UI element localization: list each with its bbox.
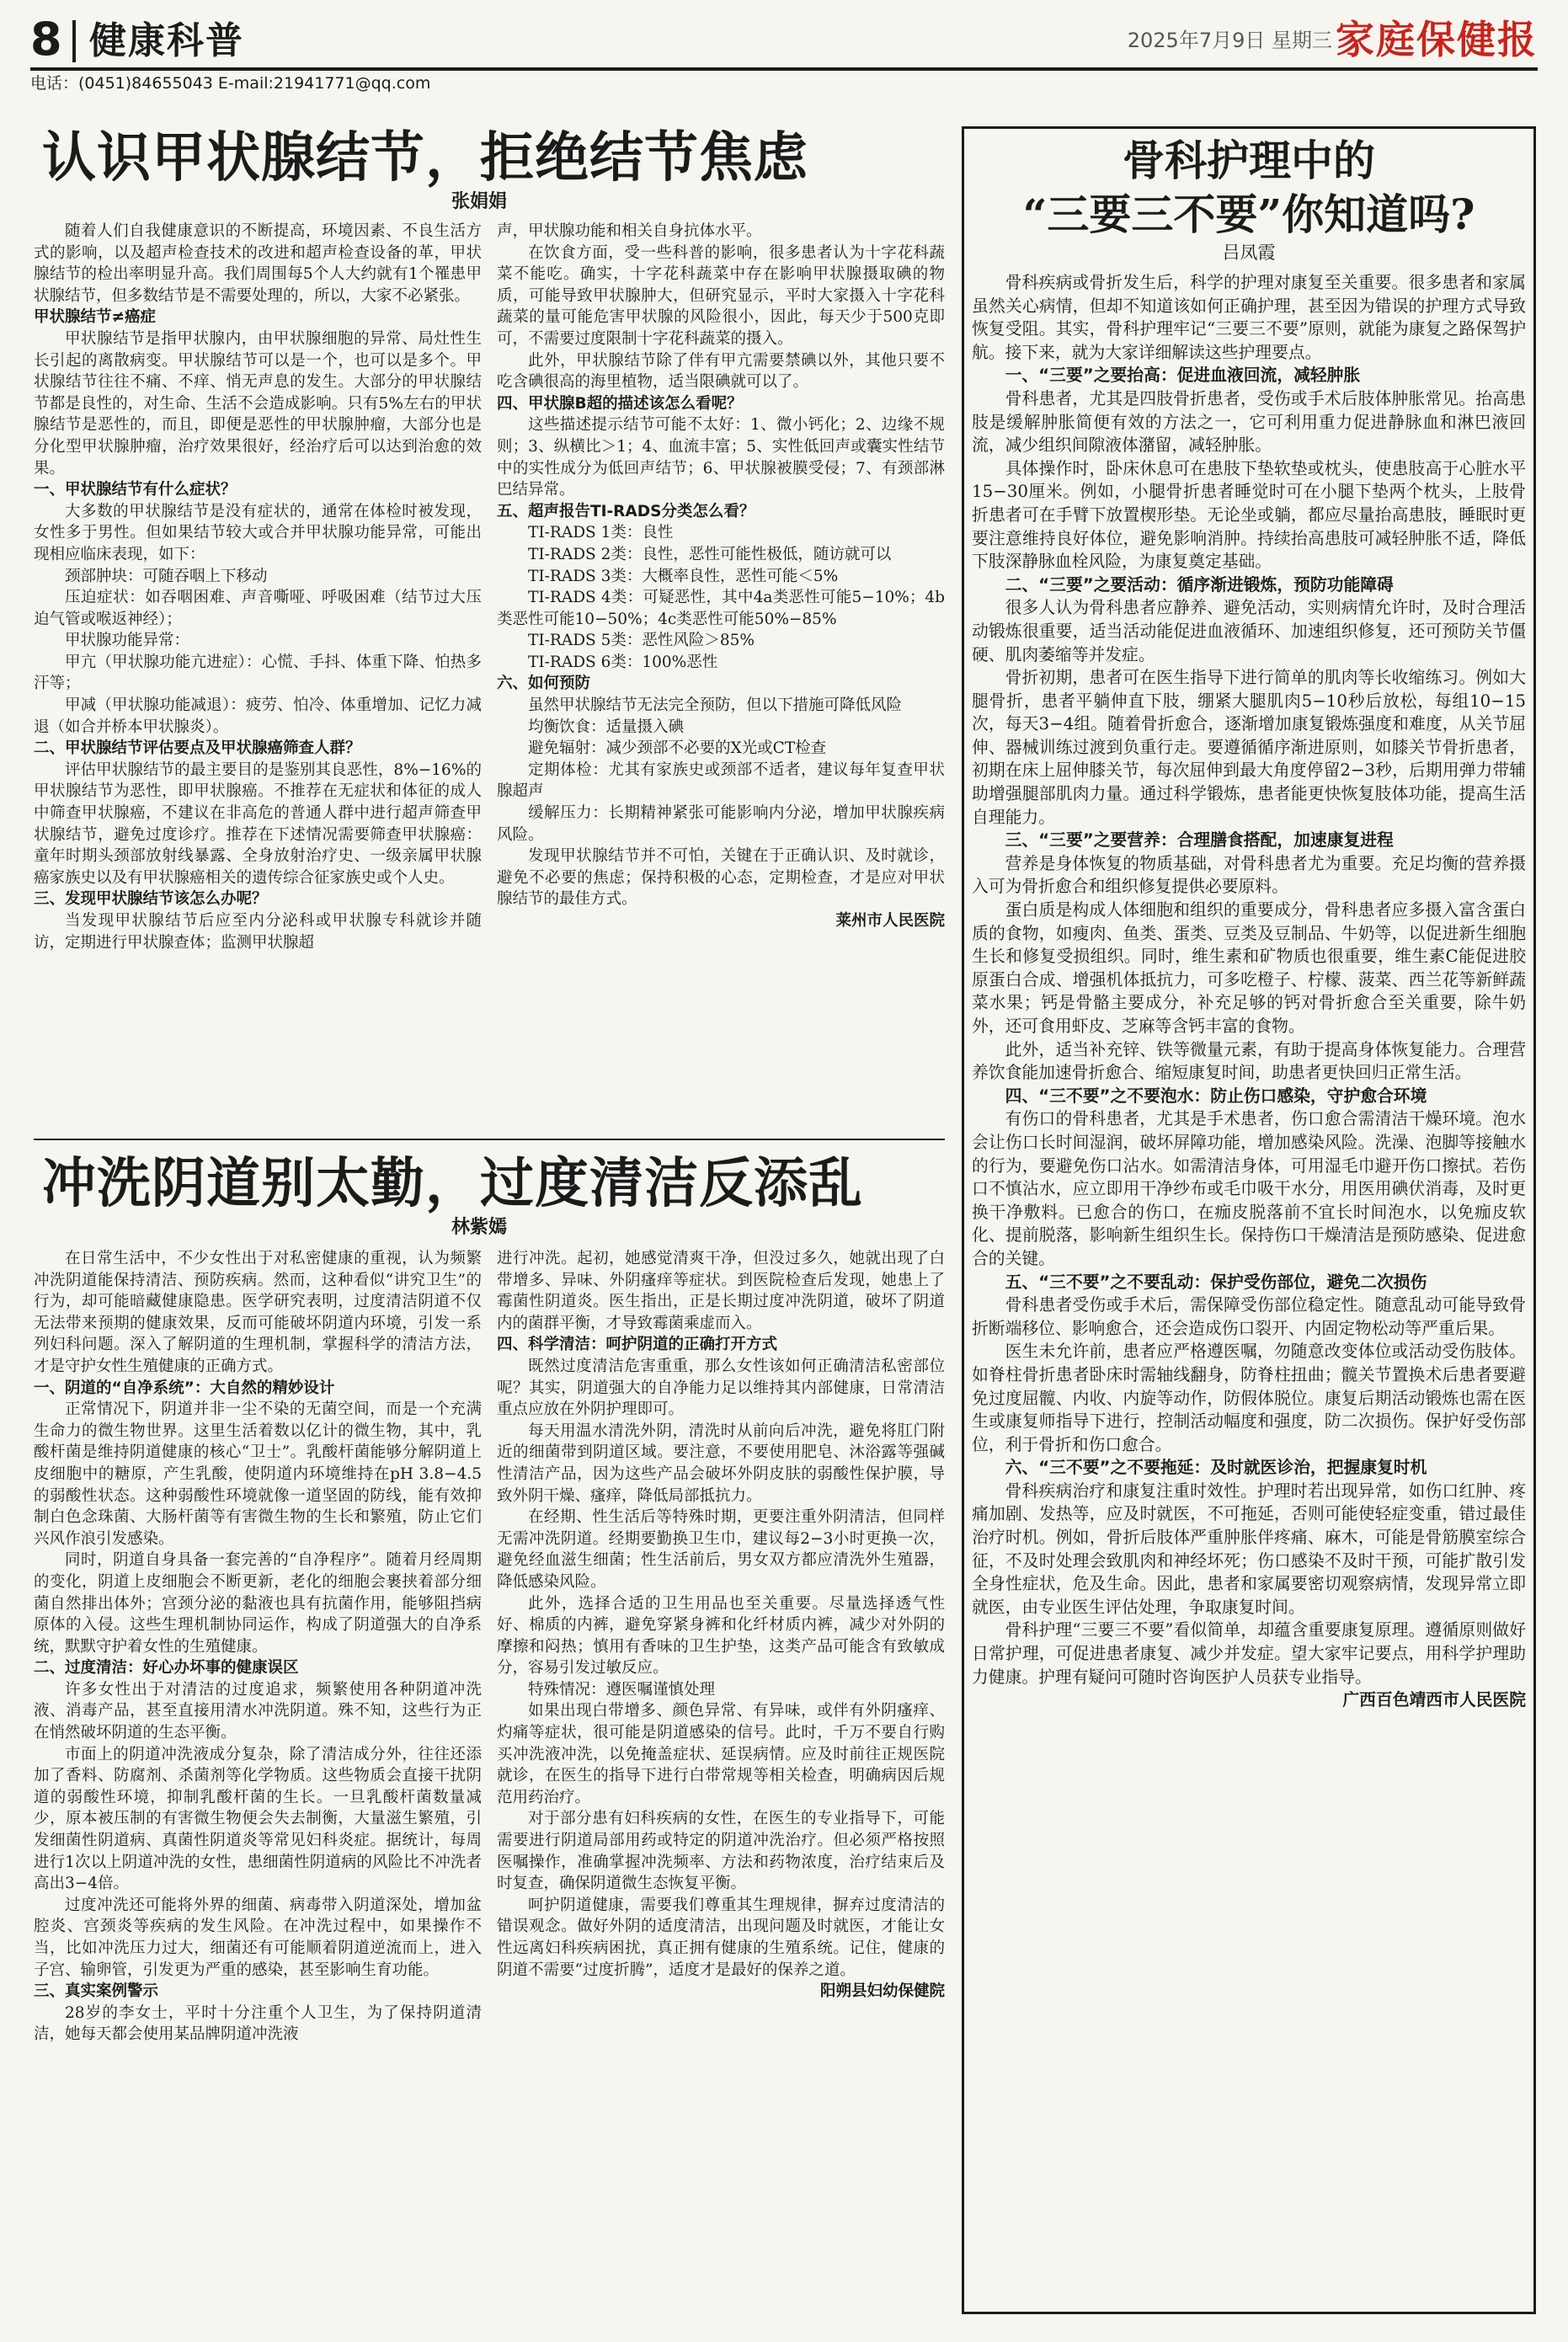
paragraph: 同时，阴道自身具备一套完善的“自净程序”。随着月经周期的变化，阴道上皮细胞会不断更新，老化的细胞会裹挟着部分细菌自然排出体外；宫颈分泌的黏液也具有抗菌作用，能够阻挡病原体的入侵。这些生理机制协同运作，构成了阴道强大的自净系统，默默守护着女性的生殖健康。 (34, 1551, 482, 1656)
subheading: 六、“三不要”之不要拖延：及时就医诊治，把握康复时机 (1005, 1458, 1427, 1478)
paragraph: 在日常生活中，不少女性出于对私密健康的重视，认为频繁冲洗阴道能保持清洁、预防疾病。然而，这种看似“讲究卫生”的行为，却可能暗藏健康隐患。医学研究表明，过度清洁阴道不仅无法带来预期的健康效果，反而可能破坏阴道内环境，引发一系列妇科问题。深入了解阴道的生理机制，掌握科学的清洁方法，才是守护女性生殖健康的正确方式。 (34, 1250, 482, 1375)
subheading: 五、超声报告TI-RADS分类怎么看？ (497, 502, 755, 520)
subheading: 二、“三要”之要活动：循序渐进锻炼，预防功能障碍 (1005, 574, 1394, 595)
article-divider (34, 1139, 945, 1140)
issue-date: 2025年7月9日 星期三 (1127, 29, 1332, 52)
source-credit: 阳朔县妇幼保健院 (819, 1982, 945, 2001)
subheading: 甲状腺结节≠癌症 (34, 308, 157, 327)
paragraph: 过度冲洗还可能将外界的细菌、病毒带入阴道深处，增加盆腔炎、宫颈炎等疾病的发生风险。在冲洗过程中，如果操作不当，比如冲洗压力过大，细菌还有可能顺着阴道逆流而上，进入子宫、输卵管，引发更为严重的感染，甚至影响生育功能。 (34, 1896, 482, 1979)
paragraph: 声，甲状腺功能和相关自身抗体水平。 (497, 222, 762, 240)
source-credit: 莱州市人民医院 (835, 912, 945, 930)
paragraph: 有伤口的骨科患者，尤其是手术患者，伤口愈合需清洁干燥环境。泡水会让伤口长时间湿润，破坏屏障功能，增加感染风险。洗澡、泡脚等接触水的行为，要避免伤口沾水。如需清洁身体，可用湿毛巾避开伤口擦拭。若伤口不慎沾水，应立即用干净纱布或毛巾吸干水分，用医用碘伏消毒，及时更换干净敷料。已愈合的伤口，在痂皮脱落前不宜长时间泡水，以免痂皮软化、提前脱落，影响新生组织生长。保持伤口干燥清洁是预防感染、促进愈合的关键。 (972, 1109, 1526, 1268)
paragraph: 许多女性出于对清洁的过度追求，频繁使用各种阴道冲洗液、消毒产品，甚至直接用清水冲洗阴道。殊不知，这些行为正在悄然破坏阴道的生态平衡。 (34, 1680, 482, 1742)
paragraph: 进行冲洗。起初，她感觉清爽干净，但没过多久，她就出现了白带增多、异味、外阴瘙痒等症状。到医院检查后发现，她患上了霉菌性阴道炎。医生指出，正是长期过度冲洗阴道，破坏了阴道内的菌群平衡，才导致霉菌乘虚而入。 (497, 1250, 945, 1332)
paragraph: 此外，选择合适的卫生用品也至关重要。尽量选择透气性好、棉质的内裤，避免穿紧身裤和化纤材质内裤，减少对外阴的摩擦和闷热；慎用有香味的卫生护垫，这类产品可能含有致敏成分，容易引发过敏反应。 (497, 1594, 945, 1678)
paragraph: TI-RADS 6类：100%恶性 (528, 653, 718, 671)
masthead: 家庭保健报 (1336, 17, 1538, 62)
paragraph: 甲状腺功能异常： (65, 632, 190, 650)
paragraph: 大多数的甲状腺结节是没有症状的，通常在体检时被发现，女性多于男性。但如果结节较大或合并甲状腺功能异常，可能出现相应临床表现，如下： (34, 502, 482, 563)
subheading: 三、发现甲状腺结节该怎么办呢？ (34, 890, 268, 909)
paragraph: 具体操作时，卧床休息可在患肢下垫软垫或枕头，使患肢高于心脏水平15−30厘米。例如，小腿骨折患者睡觉时可在小腿下垫两个枕头，上肢骨折患者可在手臂下放置楔形垫。无论坐或躺，都应尽量抬高患肢，睡眠时更要注意维持良好体位，避免影响消肿。持续抬高患肢可减轻肿胀不适，降低下肢深静脉血栓风险，为康复奠定基础。 (972, 458, 1526, 572)
contact-line: 电话：(0451)84655043 E-mail:21941771@qq.com (30, 74, 431, 93)
article1-author: 张娟娟 (451, 191, 508, 212)
paragraph: 骨科护理“三要三不要”看似简单，却蕴含重要康复原理。遵循原则做好日常护理，可促进患者康复、减少并发症。望大家牢记要点，用科学护理助力健康。护理有疑问可随时咨询医护人员获专业指导。 (972, 1620, 1526, 1687)
paragraph: 均衡饮食：适量摄入碘 (528, 718, 685, 736)
page-header (30, 13, 1538, 66)
paragraph: 骨科患者，尤其是四肢骨折患者，受伤或手术后肢体肿胀常见。抬高患肢是缓解肿胀简便有效的方法之一，它可利用重力促进静脉血和淋巴液回流，减少组织间隙液体潴留，减轻肿胀。 (972, 388, 1526, 456)
paragraph: 甲亢（甲状腺功能亢进症）：心慌、手抖、体重下降、怕热多汗等； (34, 653, 482, 693)
paragraph: TI-RADS 3类：大概率良性，恶性可能＜5% (528, 567, 839, 585)
paragraph: 避免辐射：减少颈部不必要的X光或CT检查 (528, 739, 827, 758)
paragraph: 营养是身体恢复的物质基础，对骨科患者尤为重要。充足均衡的营养摄入可为骨折愈合和组织修复提供必要原料。 (972, 853, 1526, 897)
paragraph: 医生未允许前，患者应严格遵医嘱，勿随意改变体位或活动受伤肢体。如脊柱骨折患者卧床时需轴线翻身，防脊柱扭曲；髋关节置换术后患者要避免过度屈髋、内收、内旋等动作，防假体脱位。康复后期活动锻炼也需在医生或康复师指导下进行，控制活动幅度和强度，防二次损伤。保护好受伤部位，利于骨折和伤口愈合。 (972, 1342, 1526, 1454)
paragraph: 此外，甲状腺结节除了伴有甲亢需要禁碘以外，其他只要不吃含碘很高的海里植物，适当限碘就可以了。 (497, 351, 945, 392)
paragraph: TI-RADS 1类：良性 (528, 524, 674, 542)
paragraph: 在饮食方面，受一些科普的影响，很多患者认为十字花科蔬菜不能吃。确实，十字花科蔬菜中存在影响甲状腺摄取碘的物质，可能导致甲状腺肿大，但研究显示，平时大家摄入十字花科蔬菜的量可能危害甲状腺的风险很小，因此，每天少于500克即可，不需要过度限制十字花科蔬菜的摄入。 (497, 243, 945, 348)
paragraph: 此外，适当补充锌、铁等微量元素，有助于提高身体恢复能力。合理营养饮食能加速骨折愈合、缩短康复时间，助患者更快回归正常生活。 (972, 1039, 1526, 1083)
article1-body (34, 221, 945, 1130)
paragraph: 市面上的阴道冲洗液成分复杂，除了清洁成分外，往往还添加了香料、防腐剂、杀菌剂等化学物质。这些物质会直接干扰阴道的弱酸性环境，抑制乳酸杆菌的生长。一旦乳酸杆菌数量减少，原本被压制的有害微生物便会失去制衡，大量滋生繁殖，引发细菌性阴道病、真菌性阴道炎等常见妇科炎症。据统计，每周进行1次以上阴道冲洗的女性，患细菌性阴道病的风险比不冲洗者高出3−4倍。 (34, 1745, 482, 1893)
page-number: 8 (30, 13, 62, 66)
paragraph: TI-RADS 4类：可疑恶性，其中4a类恶性可能5−10%；4b类恶性可能10−50%；4c类恶性可能50%−85% (497, 589, 945, 628)
subheading: 三、“三要”之要营养：合理膳食搭配，加速康复进程 (1005, 830, 1394, 851)
paragraph: 骨科疾病或骨折发生后，科学的护理对康复至关重要。很多患者和家属虽然关心病情，但却不知道该如何正确护理，甚至因为错误的护理方式导致恢复受阻。其实，骨科护理牢记“三要三不要”原则，就能为康复之路保驾护航。接下来，就为大家详细解读这些护理要点。 (972, 273, 1526, 362)
article1-title: 认识甲状腺结节，拒绝结节焦虑 (42, 126, 808, 189)
subheading: 二、过度清洁：好心办坏事的健康误区 (34, 1659, 299, 1678)
paragraph: 甲状腺结节是指甲状腺内，由甲状腺细胞的异常、局灶性生长引起的离散病变。甲状腺结节可以是一个，也可以是多个。甲状腺结节往往不痛、不痒、悄无声息的发生。大部分的甲状腺结节都是良性的，对生命、生活不会造成影响。只有5%左右的甲状腺结节是恶性的，而且，即便是恶性的甲状腺肿瘤，大部分也是分化型甲状腺肿瘤，治疗效果很好，经治疗后可以达到治愈的效果。 (34, 329, 482, 477)
article2-column-1 (34, 1248, 482, 2314)
subheading: 二、甲状腺结节评估要点及甲状腺癌筛查人群？ (34, 739, 361, 758)
subheading: 四、“三不要”之不要泡水：防止伤口感染，守护愈合环境 (1005, 1086, 1427, 1106)
article2-body (34, 1248, 945, 2314)
article2-author: 林紫嫣 (451, 1217, 508, 1238)
article2-title: 冲洗阴道别太勤，过度清洁反添乱 (42, 1152, 863, 1215)
header-divider (72, 20, 76, 62)
article3-title-line1: 骨科护理中的 (1123, 136, 1375, 185)
paragraph: 正常情况下，阴道并非一尘不染的无菌空间，而是一个充满生命力的微生物世界。这里生活着数以亿计的微生物，其中，乳酸杆菌是维持阴道健康的核心“卫士”。乳酸杆菌能够分解阴道上皮细胞中的糖原，产生乳酸，使阴道内环境维持在pH 3.8−4.5的弱酸性状态。这种弱酸性环境就像一道坚固的防线，能有效抑制白色念珠菌、大肠杆菌等有害微生物的生长和繁殖，防止它们兴风作浪引发感染。 (34, 1400, 482, 1548)
paragraph: TI-RADS 5类：恶性风险＞85% (528, 632, 755, 650)
paragraph: 缓解压力：长期精神紧张可能影响内分泌，增加甲状腺疾病风险。 (497, 804, 945, 844)
subheading: 五、“三不要”之不要乱动：保护受伤部位，避免二次损伤 (1005, 1272, 1427, 1292)
paragraph: 骨科疾病治疗和康复注重时效性。护理时若出现异常，如伤口红肿、疼痛加剧、发热等，应及时就医，不可拖延，否则可能使轻症变重，错过最佳治疗时机。例如，骨折后肢体严重肿胀伴疼痛、麻木，可能是骨筋膜室综合征，不及时处理会致肌肉和神经坏死；伤口感染不及时干预，可能扩散引发全身性症状，危及生命。因此，患者和家属要密切观察病情，发现异常立即就医，由专业医生评估处理，争取康复时间。 (972, 1480, 1526, 1617)
section-title: 健康科普 (89, 19, 244, 62)
article1-column-1 (34, 221, 482, 1130)
paragraph: 定期体检：尤其有家族史或颈部不适者，建议每年复查甲状腺超声 (497, 760, 945, 801)
paragraph: 在经期、性生活后等特殊时期，更要注重外阴清洁，但同样无需冲洗阴道。经期要勤换卫生巾，建议每2−3小时更换一次，避免经血滋生细菌；性生活前后，男女双方都应清洗外生殖器，降低感染风险。 (497, 1508, 945, 1591)
paragraph: 虽然甲状腺结节无法完全预防，但以下措施可降低风险 (528, 696, 903, 715)
subheading: 四、科学清洁：呵护阴道的正确打开方式 (497, 1336, 778, 1354)
paragraph: 如果出现白带增多、颜色异常、有异味，或伴有外阴瘙痒、灼痛等症状，很可能是阴道感染的信号。此时，千万不要自行购买冲洗液冲洗，以免掩盖症状、延误病情。应及时前往正规医院就诊，在医生的指导下进行白带常规等相关检查，明确病因后规范用药治疗。 (497, 1702, 945, 1806)
paragraph: 呵护阴道健康，需要我们尊重其生理规律，摒弃过度清洁的错误观念。做好外阴的适度清洁，出现问题及时就医，才能让女性远离妇科疾病困扰，真正拥有健康的生殖系统。记住，健康的阴道不需要“过度折腾”，适度才是最好的保养之道。 (497, 1896, 945, 1979)
subheading: 六、如何预防 (497, 675, 591, 693)
subheading: 三、真实案例警示 (34, 1982, 159, 2001)
paragraph: 蛋白质是构成人体细胞和组织的重要成分，骨科患者应多摄入富含蛋白质的食物，如瘦肉、鱼类、蛋类、豆类及豆制品、牛奶等，以促进新生细胞生长和修复受损组织。同时，维生素和矿物质也很重要，维生素C能促进胶原蛋白合成、增强机体抵抗力，可多吃橙子、柠檬、菠菜、西兰花等新鲜蔬菜水果；钙是骨骼主要成分，补充足够的钙对骨折愈合至关重要，除牛奶外，还可食用虾皮、芝麻等含钙丰富的食物。 (972, 900, 1526, 1036)
paragraph: 评估甲状腺结节的最主要目的是鉴别其良恶性，8%−16%的甲状腺结节为恶性，即甲状腺癌。不推荐在无症状和体征的成人中筛查甲状腺癌，不建议在非高危的普通人群中进行超声筛查甲状腺结节，避免过度诊疗。推荐在下述情况需要筛查甲状腺癌：童年时期头颈部放射线暴露、全身放射治疗史、一级亲属甲状腺癌家族史以及有甲状腺癌相关的遗传综合征家族史或个人史。 (34, 760, 482, 887)
paragraph: 压迫症状：如吞咽困难、声音嘶哑、呼吸困难（结节过大压迫气管或喉返神经）； (34, 589, 482, 628)
subheading: 一、“三要”之要抬高：促进血液回流，减轻肿胀 (1005, 365, 1361, 386)
paragraph: 对于部分患有妇科疾病的女性，在医生的专业指导下，可能需要进行阴道局部用药或特定的阴道冲洗治疗。但必须严格按照医嘱操作，准确掌握冲洗频率、方法和药物浓度，治疗结束后及时复查，确保阴道微生态恢复平衡。 (497, 1810, 945, 1893)
article3-title-line2: “三要三不要”你知道吗? (1022, 189, 1475, 239)
paragraph: 随着人们自我健康意识的不断提高，环境因素、不良生活方式的影响，以及超声检查技术的改进和超声检查设备的革，甲状腺结节的检出率明显升高。我们周围每5个人大约就有1个罹患甲状腺结节，但多数结节是不需要处理的，所以，大家不必紧张。 (34, 222, 482, 305)
paragraph: 当发现甲状腺结节后应至内分泌科或甲状腺专科就诊并随访，定期进行甲状腺查体；监测甲状腺超 (34, 912, 482, 952)
subheading: 四、甲状腺B超的描述该怎么看呢？ (497, 394, 743, 413)
article2-column-2 (497, 1248, 945, 2314)
paragraph: 每天用温水清洗外阴，清洗时从前向后冲洗，避免将肛门附近的细菌带到阴道区域。要注意，不要使用肥皂、沐浴露等强碱性清洁产品，因为这些产品会破坏外阴皮肤的弱酸性保护膜，导致外阴干燥、瘙痒，降低局部抵抗力。 (497, 1422, 945, 1505)
paragraph: 很多人认为骨科患者应静养、避免活动，实则病情允许时，及时合理活动锻炼很重要，适当活动能促进血液循环、加速组织修复，还可预防关节僵硬、肌肉萎缩等并发症。 (972, 598, 1526, 664)
paragraph: 颈部肿块：可随吞咽上下移动 (65, 567, 268, 585)
paragraph: 28岁的李女士，平时十分注重个人卫生，为了保持阴道清洁，她每天都会使用某品牌阴道冲洗液 (34, 2003, 482, 2044)
paragraph: 这些描述提示结节可能不太好：1、微小钙化；2、边缘不规则；3、纵横比＞1；4、血流丰富；5、实性低回声或囊实性结节中的实性成分为低回声结节；6、甲状腺被膜受侵；7、有颈部淋巴结异常。 (497, 416, 945, 499)
paragraph: TI-RADS 2类：良性，恶性可能性极低，随访就可以 (528, 545, 892, 563)
header-rule (30, 67, 1538, 71)
paragraph: 既然过度清洁危害重重，那么女性该如何正确清洁私密部位呢？其实，阴道强大的自净能力足以维持其内部健康，日常清洁重点应放在外阴护理即可。 (497, 1357, 945, 1419)
article3-body (972, 271, 1526, 2306)
paragraph: 骨科患者受伤或手术后，需保障受伤部位稳定性。随意乱动可能导致骨折断端移位、影响愈合，还会造成伤口裂开、内固定物松动等严重后果。 (972, 1295, 1526, 1338)
paragraph: 甲减（甲状腺功能减退）：疲劳、怕冷、体重增加、记忆力减退（如合并桥本甲状腺炎）。 (34, 696, 482, 736)
article3-author: 吕凤霞 (1222, 243, 1276, 263)
subheading: 一、甲状腺结节有什么症状？ (34, 481, 237, 499)
paragraph: 特殊情况：遵医嘱谨慎处理 (528, 1680, 716, 1699)
paragraph: 骨折初期，患者可在医生指导下进行简单的肌肉等长收缩练习。例如大腿骨折，患者平躺伸直下肢，绷紧大腿肌肉5−10秒后放松，每组10−15次，每天3−4组。随着骨折愈合，逐渐增加康复锻炼强度和难度，从关节屈伸、器械训练过渡到负重行走。要遵循循序渐进原则，如膝关节骨折患者，初期在床上屈伸膝关节，每次屈伸到最大角度停留2−3秒，后期用弹力带辅助增强腿部肌肉力量。通过科学锻炼，患者能更快恢复肢体功能，提高生活自理能力。 (972, 668, 1526, 827)
source-credit: 广西百色靖西市人民医院 (1342, 1690, 1526, 1710)
subheading: 一、阴道的“自净系统”：大自然的精妙设计 (34, 1379, 335, 1397)
paragraph: 发现甲状腺结节并不可怕，关键在于正确认识、及时就诊，避免不必要的焦虑；保持积极的心态，定期检查，才是应对甲状腺结节的最佳方式。 (497, 847, 945, 909)
article1-column-2 (497, 221, 945, 1130)
